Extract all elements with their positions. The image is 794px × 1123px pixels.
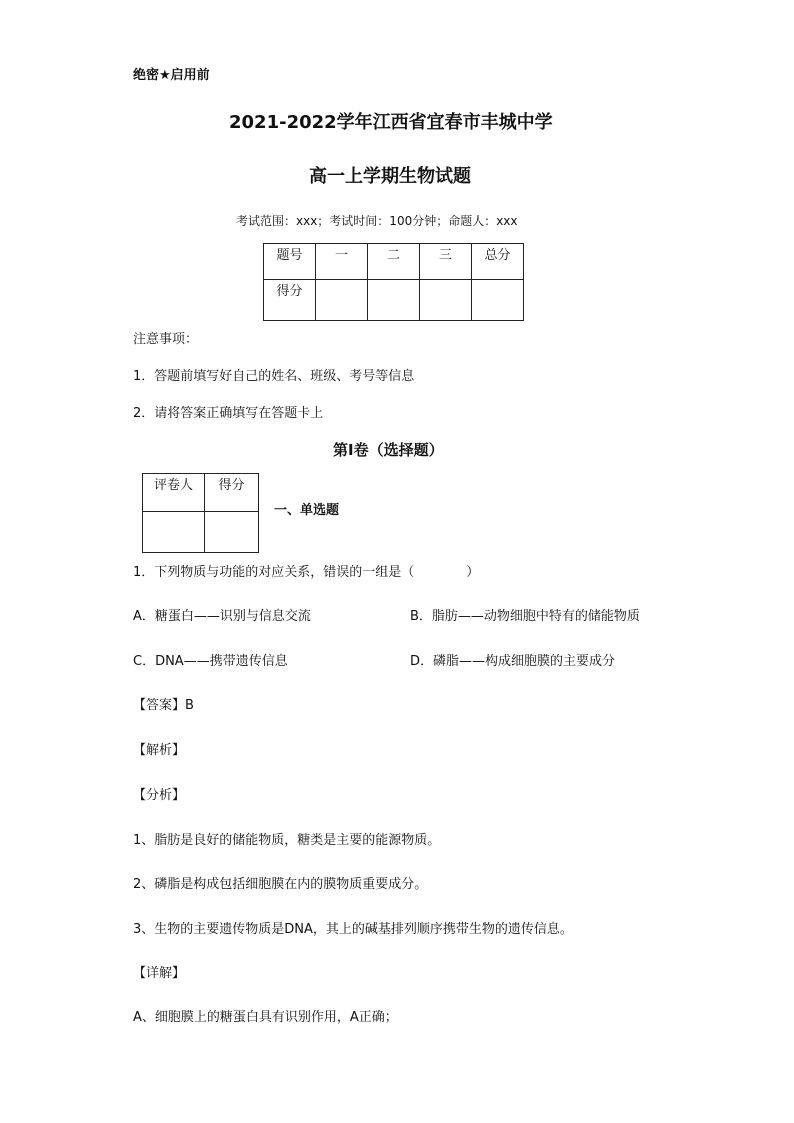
section-title: 第I卷（选择题） — [333, 441, 444, 459]
explain-label: 【解析】 — [133, 743, 186, 758]
reviewer-value-cell — [205, 512, 259, 553]
score-table — [263, 243, 524, 321]
score-header-cell: 题号 — [264, 244, 316, 280]
notes-item: 2．请将答案正确填写在答题卡上 — [133, 406, 324, 421]
analysis-point: 2、磷脂是构成包括细胞膜在内的膜物质重要成分。 — [133, 877, 428, 892]
answer-line: 【答案】B — [133, 698, 194, 713]
score-value-cell — [316, 280, 368, 321]
question-stem: 1．下列物质与功能的对应关系，错误的一组是（ ） — [133, 565, 480, 580]
part-heading: 一、单选题 — [274, 503, 340, 518]
analysis-point: 1、脂肪是良好的储能物质，糖类是主要的能源物质。 — [133, 833, 441, 848]
exam-info: 考试范围：xxx；考试时间：100分钟；命题人：xxx — [236, 214, 518, 228]
option-d: D．磷脂——构成细胞膜的主要成分 — [410, 654, 616, 669]
score-header-cell: 三 — [420, 244, 472, 280]
analysis-point: 3、生物的主要遗传物质是DNA，其上的碱基排列顺序携带生物的遗传信息。 — [133, 922, 573, 937]
score-header-cell: 二 — [368, 244, 420, 280]
detail-point: A、细胞膜上的糖蛋白具有识别作用，A正确； — [133, 1010, 398, 1025]
score-row-label: 得分 — [264, 280, 316, 321]
notes-heading: 注意事项： — [133, 332, 199, 347]
score-header-cell: 一 — [316, 244, 368, 280]
analysis-label: 【分析】 — [133, 788, 186, 803]
reviewer-table — [142, 473, 259, 553]
title-line2: 高一上学期生物试题 — [309, 166, 471, 187]
reviewer-value-cell — [143, 512, 205, 553]
secret-mark: 绝密★启用前 — [133, 68, 210, 83]
reviewer-header-cell: 得分 — [205, 474, 259, 512]
score-value-cell — [472, 280, 524, 321]
score-value-cell — [368, 280, 420, 321]
score-value-cell — [420, 280, 472, 321]
option-a: A．糖蛋白——识别与信息交流 — [133, 609, 311, 624]
detail-label: 【详解】 — [133, 966, 186, 981]
option-b: B．脂肪——动物细胞中特有的储能物质 — [410, 609, 640, 624]
title-line1: 2021-2022学年江西省宜春市丰城中学 — [229, 112, 553, 133]
score-header-cell: 总分 — [472, 244, 524, 280]
option-c: C．DNA——携带遗传信息 — [133, 654, 288, 669]
notes-item: 1．答题前填写好自己的姓名、班级、考号等信息 — [133, 369, 415, 384]
reviewer-header-cell: 评卷人 — [143, 474, 205, 512]
